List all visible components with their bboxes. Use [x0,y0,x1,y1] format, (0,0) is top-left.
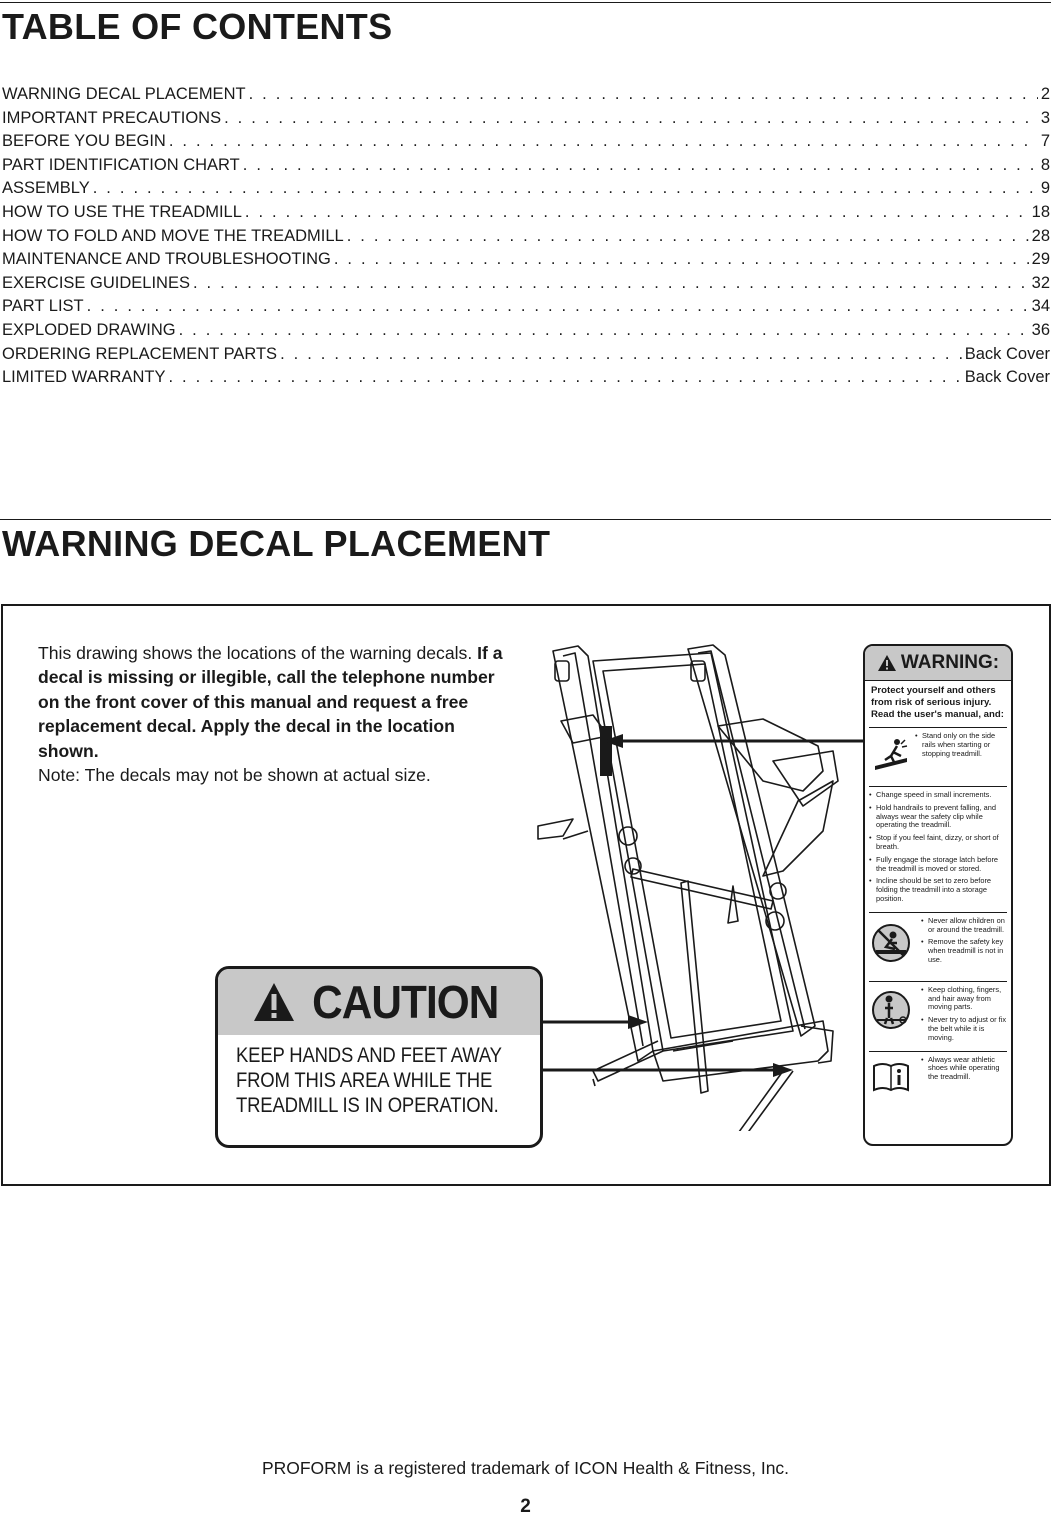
person-on-rails-icon [871,734,911,774]
page-number: 2 [520,1496,531,1517]
exclamation-triangle-icon [877,654,897,672]
intro-text: This drawing shows the locations of the warning decals. [38,643,478,663]
warning-item: • Always wear athletic shoes while operating the treadmill. [921,1056,1007,1082]
caution-header [218,969,540,1035]
toc-heading: TABLE OF CONTENTS [2,6,393,47]
intro-note: Note: The decals may not be shown at actual size. [38,765,431,786]
top-rule [0,2,1051,3]
warning-item: • Never allow children on or around the treadmill. [921,917,1007,935]
warning-item: • Stand only on the side rails when starting or stopping treadmill. [915,732,1007,758]
warning-section-moving-parts [869,981,1007,1051]
toc-entry[interactable]: ORDERING REPLACEMENT PARTS . . . Back Cover [2,344,1050,368]
caution-title: CAUTION [311,976,499,1028]
arrow-caution-lower [523,1060,793,1080]
treadmill-drawing [533,631,853,1131]
exclamation-triangle-icon [252,981,296,1023]
caution-line: KEEP HANDS AND FEET AWAY [236,1043,502,1067]
warning-item: • Never try to adjust or fix the belt while it is moving. [921,1016,1007,1042]
warning-decal [863,644,1013,1146]
warning-section-children [869,912,1007,981]
caution-message [236,1043,502,1118]
warning-header [865,646,1011,681]
warning-section-side-rails [869,727,1007,786]
toc-entry[interactable]: HOW TO FOLD AND MOVE THE TREADMILL . . . 28 [2,226,1050,250]
toc-entry[interactable]: PART IDENTIFICATION CHART . . . 8 [2,155,1050,179]
toc-entry[interactable]: EXPLODED DRAWING . . . 36 [2,320,1050,344]
warning-item: • Stop if you feel faint, dizzy, or short of breath. [869,834,1007,852]
no-children-icon [871,923,911,963]
toc-entry[interactable]: LIMITED WARRANTY . . . Back Cover [2,367,1050,391]
caution-line: TREADMILL IS IN OPERATION. [236,1093,499,1117]
toc-entry[interactable]: WARNING DECAL PLACEMENT . . . 2 [2,84,1050,108]
intro-paragraph [38,641,508,787]
section-heading: WARNING DECAL PLACEMENT [2,523,551,564]
toc-entry[interactable]: MAINTENANCE AND TROUBLESHOOTING . . . 29 [2,249,1050,273]
warning-title: WARNING: [900,652,1000,673]
toc-entry[interactable]: ASSEMBLY . . . 9 [2,178,1050,202]
arrow-warning [603,731,865,751]
decal-figure [1,604,1051,1186]
warning-section-general [869,786,1007,912]
warning-item: • Remove the safety key when treadmill is not in use. [921,938,1007,964]
toc-entry[interactable]: PART LIST . . . 34 [2,296,1050,320]
toc-list [2,84,1050,391]
warning-item: • Incline should be set to zero before folding the treadmill into a storage position. [869,877,1007,903]
warning-item: • Keep clothing, fingers, and hair away from moving parts. [921,986,1007,1012]
warning-section-shoes [869,1051,1007,1096]
moving-parts-icon [871,990,911,1030]
toc-entry[interactable]: HOW TO USE THE TREADMILL . . . 18 [2,202,1050,226]
read-manual-icon [871,1056,911,1096]
toc-entry[interactable]: EXERCISE GUIDELINES . . . 32 [2,273,1050,297]
caution-line: FROM THIS AREA WHILE THE [236,1068,493,1092]
toc-entry[interactable]: BEFORE YOU BEGIN . . . 7 [2,131,1050,155]
warning-item: • Fully engage the storage latch before the treadmill is moved or stored. [869,856,1007,874]
toc-entry[interactable]: IMPORTANT PRECAUTIONS . . . 3 [2,108,1050,132]
trademark-note: PROFORM is a registered trademark of ICON Health & Fitness, Inc. [261,1458,790,1478]
warning-item: • Change speed in small increments. [869,791,1007,800]
caution-decal [215,966,543,1148]
intro-bold-text: If a decal is missing or illegible, call the telephone number on the front cover of this manual and request a free replacement decal. Apply the decal in the location shown. [38,643,503,761]
warning-item: • Hold handrails to prevent falling, and always wear the safety clip while operating the treadmill. [869,804,1007,830]
warning-intro: Protect yourself and others from risk of serious injury. Read the user's manual, and: [871,685,1004,720]
section-rule [0,519,1051,520]
